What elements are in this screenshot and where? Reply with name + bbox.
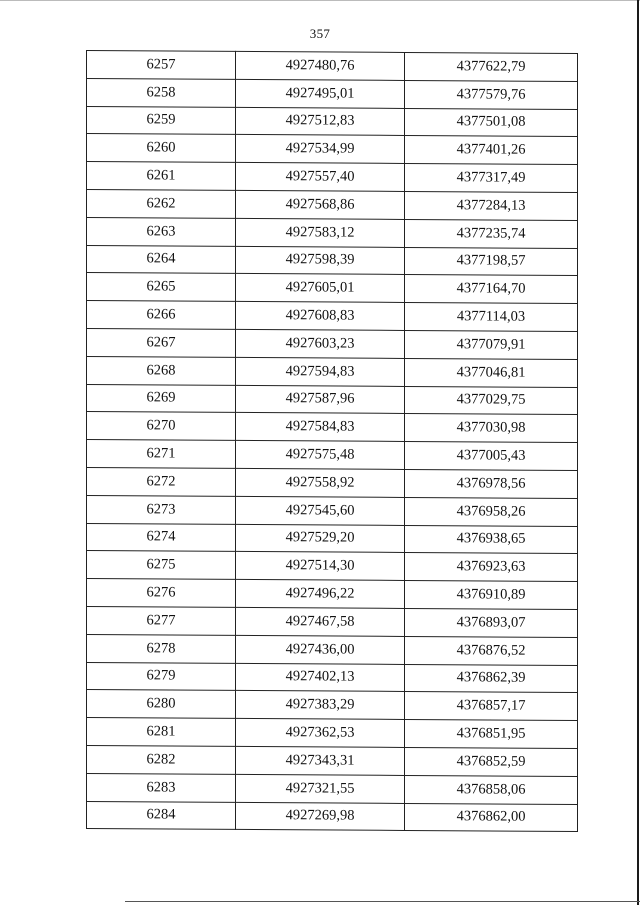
y-coordinate-cell: 4377029,75 [405, 386, 578, 415]
point-number-cell: 6271 [87, 440, 236, 469]
y-coordinate-cell: 4376958,26 [405, 497, 578, 526]
x-coordinate-cell: 4927557,40 [236, 163, 405, 192]
table-row [87, 328, 578, 359]
x-coordinate-cell: 4927598,39 [236, 246, 405, 275]
y-coordinate-cell: 4376923,63 [405, 553, 578, 582]
x-coordinate-cell: 4927467,58 [236, 607, 405, 636]
point-number-cell: 6270 [87, 412, 236, 441]
x-coordinate-cell: 4927495,01 [236, 79, 405, 108]
table-row [87, 134, 578, 165]
point-number-cell: 6276 [87, 579, 236, 608]
y-coordinate-cell: 4377164,70 [405, 275, 578, 304]
x-coordinate-cell: 4927605,01 [236, 274, 405, 303]
y-coordinate-cell: 4377401,26 [405, 136, 578, 165]
y-coordinate-cell: 4377284,13 [405, 191, 578, 220]
coordinates-table-body [87, 51, 578, 832]
table-row [87, 273, 578, 304]
table-row [87, 245, 578, 276]
point-number-cell: 6274 [87, 523, 236, 552]
point-number-cell: 6266 [87, 301, 236, 330]
point-number-cell: 6259 [87, 106, 236, 135]
y-coordinate-cell: 4376938,65 [405, 525, 578, 554]
x-coordinate-cell: 4927496,22 [236, 580, 405, 609]
point-number-cell: 6269 [87, 384, 236, 413]
scan-edge-top [0, 0, 640, 1]
x-coordinate-cell: 4927583,12 [236, 218, 405, 247]
y-coordinate-cell: 4377317,49 [405, 164, 578, 193]
point-number-cell: 6260 [87, 134, 236, 163]
point-number-cell: 6279 [87, 662, 236, 691]
scan-edge-right [637, 0, 639, 905]
table-row [87, 551, 578, 582]
point-number-cell: 6281 [87, 718, 236, 747]
y-coordinate-cell: 4377579,76 [405, 80, 578, 109]
point-number-cell: 6258 [87, 78, 236, 107]
x-coordinate-cell: 4927558,92 [236, 468, 405, 497]
table-row [87, 745, 578, 776]
y-coordinate-cell: 4377501,08 [405, 108, 578, 137]
y-coordinate-cell: 4376910,89 [405, 581, 578, 610]
x-coordinate-cell: 4927269,98 [236, 802, 405, 831]
table-row [87, 440, 578, 471]
table-row [87, 356, 578, 387]
x-coordinate-cell: 4927383,29 [236, 691, 405, 720]
y-coordinate-cell: 4376862,39 [405, 664, 578, 693]
x-coordinate-cell: 4927534,99 [236, 135, 405, 164]
y-coordinate-cell: 4376876,52 [405, 636, 578, 665]
table-row [87, 78, 578, 109]
y-coordinate-cell: 4376852,59 [405, 747, 578, 776]
y-coordinate-cell: 4377235,74 [405, 219, 578, 248]
coordinates-table [86, 50, 578, 832]
table-row [87, 773, 578, 804]
table-row [87, 217, 578, 248]
y-coordinate-cell: 4377079,91 [405, 330, 578, 359]
table-row [87, 51, 578, 82]
x-coordinate-cell: 4927343,31 [236, 746, 405, 775]
point-number-cell: 6265 [87, 273, 236, 302]
point-number-cell: 6273 [87, 495, 236, 524]
table-row [87, 606, 578, 637]
point-number-cell: 6272 [87, 467, 236, 496]
x-coordinate-cell: 4927514,30 [236, 552, 405, 581]
table-row [87, 634, 578, 665]
point-number-cell: 6257 [87, 51, 236, 80]
x-coordinate-cell: 4927436,00 [236, 635, 405, 664]
x-coordinate-cell: 4927584,83 [236, 413, 405, 442]
x-coordinate-cell: 4927587,96 [236, 385, 405, 414]
table-row [87, 301, 578, 332]
page-number: 357 [309, 26, 331, 41]
x-coordinate-cell: 4927608,83 [236, 302, 405, 331]
table-row [87, 690, 578, 721]
y-coordinate-cell: 4376862,00 [405, 803, 578, 832]
y-coordinate-cell: 4377198,57 [405, 247, 578, 276]
x-coordinate-cell: 4927529,20 [236, 524, 405, 553]
point-number-cell: 6264 [87, 245, 236, 274]
point-number-cell: 6277 [87, 606, 236, 635]
x-coordinate-cell: 4927575,48 [236, 441, 405, 470]
point-number-cell: 6275 [87, 551, 236, 580]
x-coordinate-cell: 4927321,55 [236, 774, 405, 803]
table-row [87, 662, 578, 693]
point-number-cell: 6284 [87, 801, 236, 830]
y-coordinate-cell: 4376857,17 [405, 692, 578, 721]
x-coordinate-cell: 4927603,23 [236, 329, 405, 358]
point-number-cell: 6267 [87, 328, 236, 357]
table-row [87, 801, 578, 832]
table-row [87, 384, 578, 415]
table-row [87, 467, 578, 498]
table-row [87, 412, 578, 443]
point-number-cell: 6261 [87, 162, 236, 191]
x-coordinate-cell: 4927545,60 [236, 496, 405, 525]
x-coordinate-cell: 4927402,13 [236, 663, 405, 692]
point-number-cell: 6278 [87, 634, 236, 663]
table-row [87, 523, 578, 554]
y-coordinate-cell: 4377005,43 [405, 442, 578, 471]
y-coordinate-cell: 4377114,03 [405, 303, 578, 332]
point-number-cell: 6263 [87, 217, 236, 246]
table-row [87, 579, 578, 610]
y-coordinate-cell: 4377622,79 [405, 52, 578, 81]
point-number-cell: 6268 [87, 356, 236, 385]
y-coordinate-cell: 4376858,06 [405, 775, 578, 804]
scan-edge-bottom [125, 901, 640, 902]
x-coordinate-cell: 4927568,86 [236, 190, 405, 219]
y-coordinate-cell: 4376893,07 [405, 608, 578, 637]
x-coordinate-cell: 4927512,83 [236, 107, 405, 136]
table-row [87, 495, 578, 526]
point-number-cell: 6283 [87, 773, 236, 802]
point-number-cell: 6262 [87, 189, 236, 218]
x-coordinate-cell: 4927362,53 [236, 719, 405, 748]
table-row [87, 106, 578, 137]
point-number-cell: 6282 [87, 745, 236, 774]
x-coordinate-cell: 4927480,76 [236, 51, 405, 80]
table-row [87, 718, 578, 749]
y-coordinate-cell: 4376978,56 [405, 469, 578, 498]
y-coordinate-cell: 4376851,95 [405, 720, 578, 749]
table-row [87, 189, 578, 220]
x-coordinate-cell: 4927594,83 [236, 357, 405, 386]
table-row [87, 162, 578, 193]
point-number-cell: 6280 [87, 690, 236, 719]
y-coordinate-cell: 4377046,81 [405, 358, 578, 387]
y-coordinate-cell: 4377030,98 [405, 414, 578, 443]
